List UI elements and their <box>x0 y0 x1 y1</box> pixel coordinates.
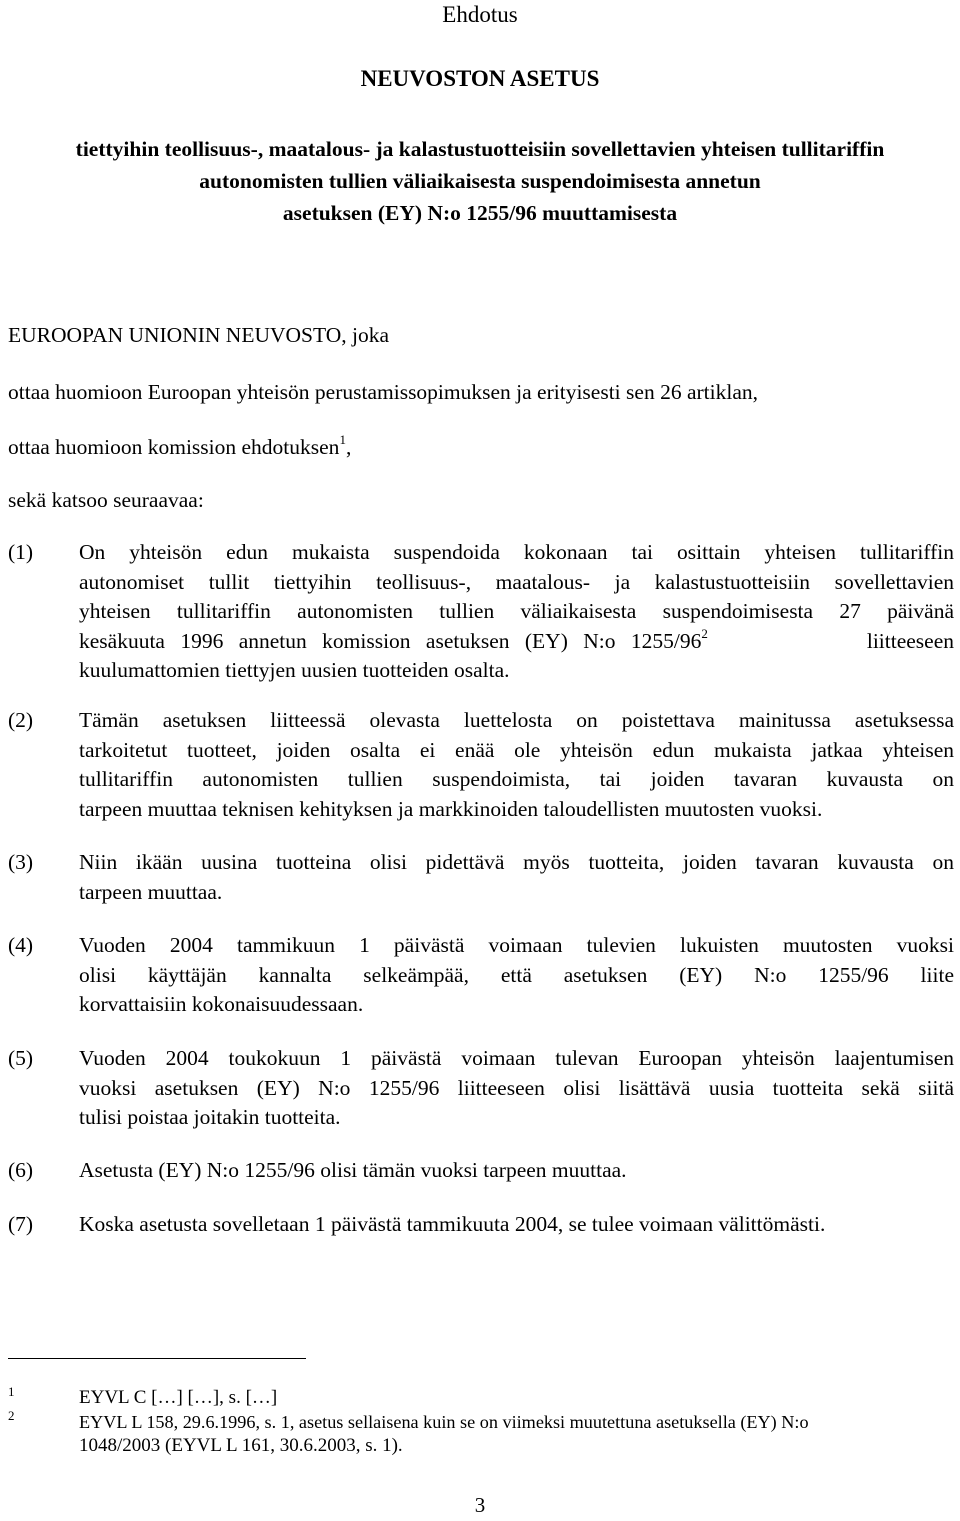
footnote-number: 2 <box>8 1408 15 1423</box>
recital-line-text <box>79 627 708 657</box>
recital-number: (3) <box>8 850 34 874</box>
recital-line: tarpeen muuttaa. <box>79 879 223 904</box>
footnote-2 <box>8 1410 809 1458</box>
subtitle-line: autonomisten tullien väliaikaisesta suspendoimisesta annetun <box>199 169 761 193</box>
recital-line: tullitariffin autonomisten tullien suspendoimista, tai joiden tavaran kuvausta on <box>79 767 954 792</box>
recital-line: tulisi poistaa joitakin tuotteita. <box>79 1105 341 1130</box>
subtitle-line: asetuksen (EY) N:o 1255/96 muuttamisesta <box>282 201 678 225</box>
preamble-whereas: sekä katsoo seuraavaa: <box>8 488 204 512</box>
recital-7 <box>8 1210 954 1240</box>
recital-line: olisi käyttäjän kannalta selkeämpää, että asetuksen (EY) N:o 1255/96 liite <box>79 962 954 987</box>
recital-line: autonomiset tullit tiettyihin teollisuus-, maatalous- ja kalastustuotteisiin sovellettavien <box>79 569 954 594</box>
recital-6 <box>8 1156 954 1186</box>
footnote-ref: 1 <box>339 431 346 447</box>
footnote-line: EYVL C […] […], s. […] <box>79 1387 278 1408</box>
draft-label: Ehdotus <box>442 2 518 27</box>
recital-line: Vuoden 2004 tammikuun 1 päivästä voimaan tulevien lukuisten muutosten vuoksi <box>79 933 954 957</box>
footnote-1 <box>8 1386 277 1410</box>
recital-number: (6) <box>8 1158 34 1182</box>
preamble-citation-proposal <box>8 432 351 462</box>
recital-line: vuoksi asetuksen (EY) N:o 1255/96 liitteeseen olisi lisättävä uusia tuotteita sekä siitä <box>79 1075 954 1100</box>
recital-number: (7) <box>8 1212 34 1236</box>
recital-number: (2) <box>8 708 34 732</box>
footnote-line: EYVL L 158, 29.6.1996, s. 1, asetus sellaisena kuin se on viimeksi muutettuna asetuksella (EY) N:o <box>79 1412 809 1432</box>
recital-line-main: kesäkuuta 1996 annetun komission asetuksen (EY) N:o 1255/96 <box>79 628 702 653</box>
recital-line: tarkoitetut tuotteet, joiden osalta ei enää ole yhteisön edun mukaista jatkaa yhteisen <box>79 737 954 762</box>
document-subtitle <box>0 133 960 229</box>
recital-1 <box>8 538 954 686</box>
preamble-citation-treaty: ottaa huomioon Euroopan yhteisön perustamissopimuksen ja erityisesti sen 26 artiklan, <box>8 380 758 404</box>
subtitle-line: tiettyihin teollisuus-, maatalous- ja kalastustuotteisiin sovellettavien yhteisen tullitariffin <box>75 137 885 161</box>
footnote-separator <box>8 1358 306 1359</box>
recital-4 <box>8 931 954 1020</box>
page-number: 3 <box>474 1493 486 1517</box>
recital-line-with-ref <box>79 627 954 657</box>
recital-line: Tämän asetuksen liitteessä olevasta luettelosta on poistettava mainitussa asetuksessa <box>79 708 954 732</box>
recital-line-suffix: liitteeseen <box>866 628 954 653</box>
recital-line: On yhteisön edun mukaista suspendoida kokonaan tai osittain yhteisen tullitariffin <box>79 540 954 564</box>
footnote-number: 1 <box>8 1384 15 1399</box>
recital-line: tarpeen muuttaa teknisen kehityksen ja markkinoiden taloudellisten muutosten vuoksi. <box>79 796 823 821</box>
document-title: NEUVOSTON ASETUS <box>360 66 600 91</box>
recital-3 <box>8 848 954 907</box>
recital-line: kuulumattomien tiettyjen uusien tuotteiden osalta. <box>79 658 510 683</box>
recital-line: Asetusta (EY) N:o 1255/96 olisi tämän vuoksi tarpeen muuttaa. <box>79 1158 627 1182</box>
citation-punct: , <box>345 435 352 459</box>
recital-line: korvattaisiin kokonaisuudessaan. <box>79 992 364 1017</box>
recital-line: Koska asetusta sovelletaan 1 päivästä tammikuuta 2004, se tulee voimaan välittömästi. <box>79 1212 826 1236</box>
recital-number: (1) <box>8 540 34 564</box>
recital-5 <box>8 1044 954 1133</box>
citation-text: ottaa huomioon komission ehdotuksen <box>8 435 340 459</box>
recital-2 <box>8 706 954 824</box>
recital-number: (4) <box>8 933 34 957</box>
footnote-line: 1048/2003 (EYVL L 161, 30.6.2003, s. 1). <box>79 1435 403 1456</box>
recital-line: Vuoden 2004 toukokuun 1 päivästä voimaan tulevan Euroopan yhteisön laajentumisen <box>79 1046 954 1070</box>
recital-number: (5) <box>8 1046 34 1070</box>
recital-line: Niin ikään uusina tuotteina olisi pidettävä myös tuotteita, joiden tavaran kuvausta on <box>79 850 954 874</box>
recital-line: yhteisen tullitariffin autonomisten tullien väliaikaisesta suspendoimisesta 27 päivänä <box>79 599 954 624</box>
preamble-intro: EUROOPAN UNIONIN NEUVOSTO, joka <box>8 323 390 347</box>
footnote-ref: 2 <box>701 625 708 641</box>
